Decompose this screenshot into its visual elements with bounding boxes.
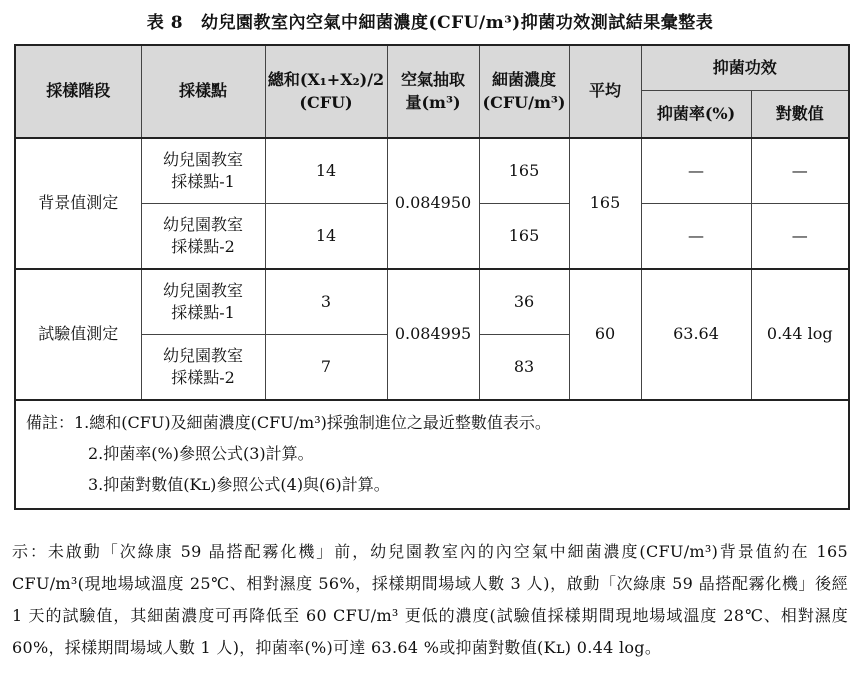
header-average: 平均 (569, 45, 641, 138)
log-cell: — (751, 138, 849, 204)
header-air-line1: 空氣抽取 (400, 70, 465, 90)
table-title: 幼兒園教室內空氣中細菌濃度(CFU/m³)抑菌功效測試結果彙整表 (201, 13, 714, 33)
note-line: 備註：1.總和(CFU)及細菌濃度(CFU/m³)採強制進位之最近整數值表示。 (26, 413, 551, 432)
sum-cell: 7 (265, 335, 387, 401)
sum-cell: 14 (265, 204, 387, 270)
table-number: 表 8 (146, 13, 184, 33)
header-efficacy: 抑菌功效 (641, 45, 849, 91)
point-line: 幼兒園教室 (162, 280, 243, 300)
rate-cell: — (641, 138, 751, 204)
rate-cell: — (641, 204, 751, 270)
header-conc-unit: (CFU/m³) (482, 92, 566, 112)
stage-cell: 背景值測定 (15, 138, 141, 269)
log-cell: — (751, 204, 849, 270)
point-line: 幼兒園教室 (162, 214, 243, 234)
point-line: 採樣點-1 (171, 303, 235, 322)
notes-row (15, 400, 849, 509)
log-cell: 0.44 log (751, 269, 849, 400)
header-conc-line1: 細菌濃度 (491, 70, 556, 90)
header-sum (265, 45, 387, 138)
table-row (15, 269, 849, 335)
point-line: 採樣點-2 (171, 237, 235, 256)
point-cell (141, 269, 265, 335)
point-line: 採樣點-1 (171, 172, 235, 191)
point-line: 幼兒園教室 (162, 345, 243, 365)
header-air-line2: 量(m³) (405, 92, 461, 112)
average-cell: 165 (569, 138, 641, 269)
header-log: 對數值 (751, 91, 849, 139)
stage-cell: 試驗值測定 (15, 269, 141, 400)
results-table (14, 44, 850, 510)
average-cell: 60 (569, 269, 641, 400)
summary-paragraph (12, 536, 848, 664)
header-point: 採樣點 (141, 45, 265, 138)
sum-cell: 3 (265, 269, 387, 335)
point-line: 幼兒園教室 (162, 149, 243, 169)
concentration-cell: 165 (479, 138, 569, 204)
point-cell (141, 204, 265, 270)
summary-text: 示：未啟動「次綠康 59 晶搭配霧化機」前，幼兒園教室內的內空氣中細菌濃度(CFU/m³)背景值約在 165 CFU/m³(現地場域溫度 25℃、相對濕度 56%，採樣期間場域人數 3 人)，啟動「次綠康 59 晶搭配霧化機」後經 1 天的試驗值，其細菌濃度可再降低至 60 CFU/m³ 更低的濃度(試驗值採樣期間現地場域溫度 28℃、相對濕度 60%，採樣期間場域人數 1 人)，抑菌率(%)可達 63.64 %或抑菌對數值(Kʟ) 0.44 log。 (12, 542, 848, 657)
note-line: 2.抑菌率(%)參照公式(3)計算。 (88, 444, 314, 463)
header-air-volume (387, 45, 479, 138)
concentration-cell: 36 (479, 269, 569, 335)
note-line: 3.抑菌對數值(Kʟ)參照公式(4)與(6)計算。 (88, 475, 390, 494)
air-volume-cell: 0.084950 (387, 138, 479, 269)
notes-cell (15, 400, 849, 509)
header-rate: 抑菌率(%) (641, 91, 751, 139)
header-stage: 採樣階段 (15, 45, 141, 138)
point-cell (141, 335, 265, 401)
air-volume-cell: 0.084995 (387, 269, 479, 400)
sum-cell: 14 (265, 138, 387, 204)
table-row (15, 138, 849, 204)
header-sum-unit: (CFU) (299, 92, 353, 112)
table-caption (0, 8, 860, 33)
rate-cell: 63.64 (641, 269, 751, 400)
point-line: 採樣點-2 (171, 368, 235, 387)
header-sum-formula: 總和(X₁+X₂)/2 (267, 70, 385, 90)
concentration-cell: 165 (479, 204, 569, 270)
header-concentration (479, 45, 569, 138)
concentration-cell: 83 (479, 335, 569, 401)
point-cell (141, 138, 265, 204)
